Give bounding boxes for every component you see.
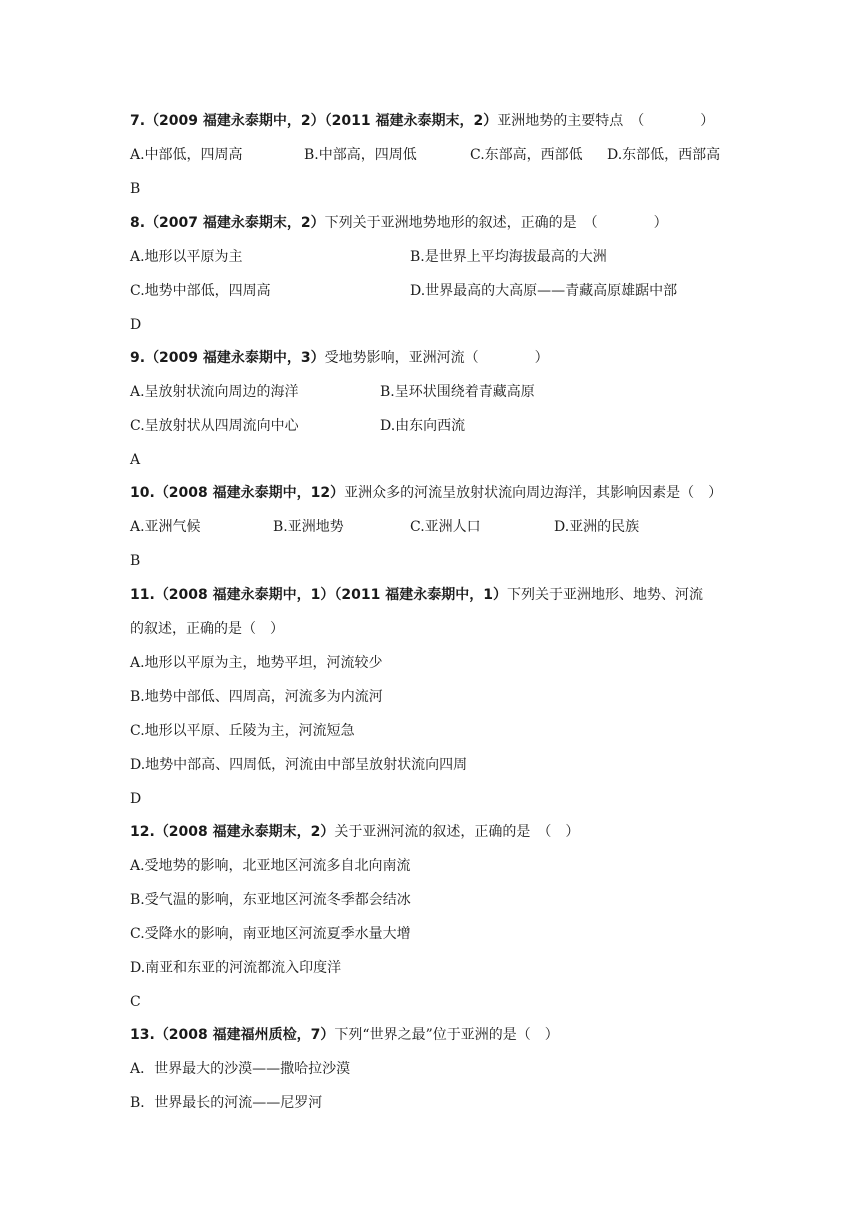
option-d: D.南亚和东亚的河流都流入印度洋 bbox=[130, 960, 342, 976]
option-c: C.地形以平原、丘陵为主，河流短急 bbox=[130, 723, 355, 739]
question-number: 13. bbox=[130, 1027, 155, 1043]
question-13-stem bbox=[130, 1026, 559, 1044]
question-source: （2008 福建福州质检，7） bbox=[154, 1027, 335, 1043]
option-b: B.是世界上平均海拔最高的大洲 bbox=[410, 249, 607, 265]
option-a: A.地形以平原为主，地势平坦，河流较少 bbox=[130, 655, 383, 671]
question-8-stem bbox=[130, 214, 668, 232]
question-number: 10. bbox=[130, 485, 155, 501]
option-b: B.中部高，四周低 bbox=[304, 147, 417, 163]
question-text: 关于亚洲河流的叙述，正确的是 （ ） bbox=[334, 824, 580, 840]
question-11-stem bbox=[130, 586, 703, 604]
answer: D bbox=[130, 317, 142, 333]
question-11-stem-continued: 的叙述，正确的是（ ） bbox=[130, 621, 284, 637]
question-text: 下列“世界之最”位于亚洲的是（ ） bbox=[334, 1027, 559, 1043]
question-number: 8. bbox=[130, 215, 146, 231]
option-d: D.东部低，西部高 bbox=[607, 147, 721, 163]
answer: A bbox=[130, 452, 141, 468]
question-text: 下列关于亚洲地形、地势、河流 bbox=[506, 587, 703, 603]
option-c: C.地势中部低，四周高 bbox=[130, 283, 271, 299]
answer: B bbox=[130, 181, 141, 197]
question-source: （2008 福建永泰期中，1）（2011 福建永泰期中，1） bbox=[154, 587, 507, 603]
option-d: D.地势中部高、四周低，河流由中部呈放射状流向四周 bbox=[130, 757, 468, 773]
question-number: 9. bbox=[130, 350, 146, 366]
option-b: B．世界最长的河流——尼罗河 bbox=[130, 1095, 323, 1111]
question-source: （2007 福建永泰期末，2） bbox=[145, 215, 325, 231]
question-source: （2009 福建永泰期中，3） bbox=[145, 350, 325, 366]
question-source: （2008 福建永泰期末，2） bbox=[154, 824, 335, 840]
question-text: 受地势影响，亚洲河流（ ） bbox=[324, 350, 549, 366]
option-d: D.亚洲的民族 bbox=[554, 519, 640, 535]
question-9-stem bbox=[130, 349, 549, 367]
question-number: 7. bbox=[130, 113, 146, 129]
answer: D bbox=[130, 791, 142, 807]
option-c: C.受降水的影响，南亚地区河流夏季水量大增 bbox=[130, 926, 411, 942]
option-a: A.亚洲气候 bbox=[130, 519, 201, 535]
option-a: A．世界最大的沙漠——撒哈拉沙漠 bbox=[130, 1061, 351, 1077]
question-source: （2009 福建永泰期中，2）（2011 福建永泰期末，2） bbox=[145, 113, 498, 129]
question-12-stem bbox=[130, 823, 579, 841]
answer: C bbox=[130, 994, 141, 1010]
option-c: C.亚洲人口 bbox=[410, 519, 481, 535]
question-10-stem bbox=[130, 484, 722, 502]
option-b: B.呈环状围绕着青藏高原 bbox=[380, 384, 535, 400]
option-a: A.受地势的影响，北亚地区河流多自北向南流 bbox=[130, 858, 411, 874]
option-a: A.呈放射状流向周边的海洋 bbox=[130, 384, 299, 400]
option-b: B.亚洲地势 bbox=[273, 519, 344, 535]
option-a: A.地形以平原为主 bbox=[130, 249, 243, 265]
question-7-stem bbox=[130, 112, 714, 130]
answer: B bbox=[130, 553, 141, 569]
option-b: B.地势中部低、四周高，河流多为内流河 bbox=[130, 689, 383, 705]
question-source: （2008 福建永泰期中，12） bbox=[154, 485, 345, 501]
question-number: 12. bbox=[130, 824, 155, 840]
option-a: A.中部低，四周高 bbox=[130, 147, 243, 163]
option-c: C.东部高，西部低 bbox=[470, 147, 583, 163]
option-d: D.由东向西流 bbox=[380, 418, 466, 434]
question-text: 亚洲众多的河流呈放射状流向周边海洋，其影响因素是（ ） bbox=[344, 485, 723, 501]
question-text: 亚洲地势的主要特点 （ ） bbox=[497, 113, 715, 129]
question-number: 11. bbox=[130, 587, 155, 603]
question-text: 下列关于亚洲地势地形的叙述，正确的是 （ ） bbox=[324, 215, 668, 231]
option-c: C.呈放射状从四周流向中心 bbox=[130, 418, 299, 434]
option-b: B.受气温的影响，东亚地区河流冬季都会结冰 bbox=[130, 892, 411, 908]
option-d: D.世界最高的大高原——青藏高原雄踞中部 bbox=[410, 283, 678, 299]
